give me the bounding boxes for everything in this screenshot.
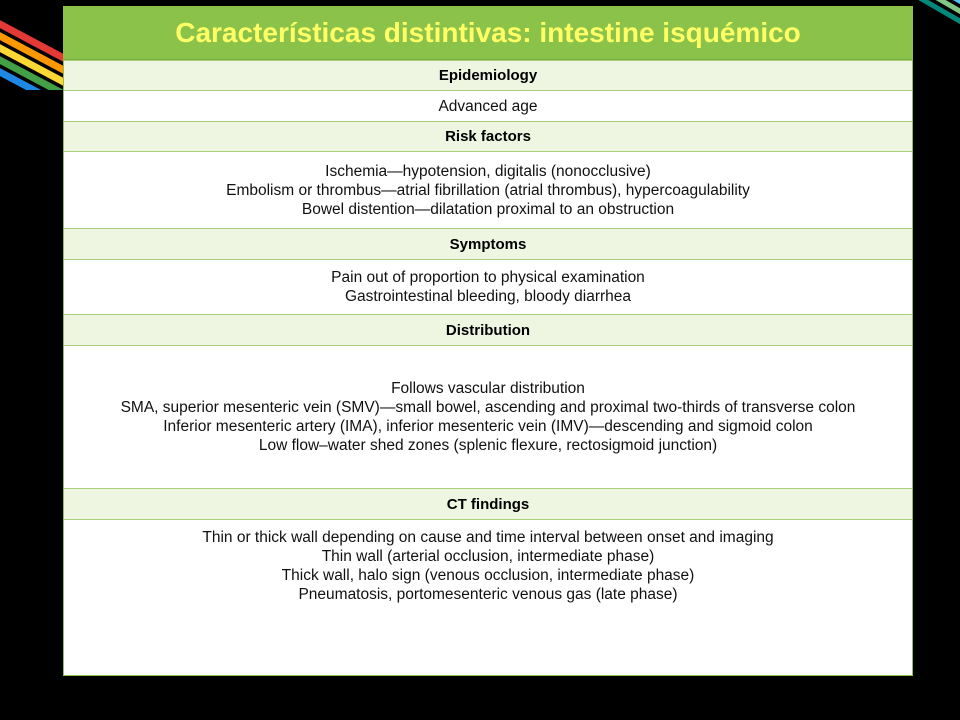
section-body-risk-factors — [64, 152, 912, 228]
body-line: Low flow–water shed zones (splenic flexure, rectosigmoid junction) — [258, 437, 718, 454]
section-header-symptoms: Symptoms — [64, 228, 912, 260]
body-line: Pneumatosis, portomesenteric venous gas (late phase) — [298, 586, 678, 603]
decorative-stripes-left — [0, 0, 70, 90]
body-line: SMA, superior mesenteric vein (SMV)—small bowel, ascending and proximal two-thirds of transverse colon — [120, 399, 856, 416]
body-line: Ischemia—hypotension, digitalis (nonocclusive) — [325, 162, 651, 180]
body-line: Thick wall, halo sign (venous occlusion, intermediate phase) — [281, 567, 695, 584]
section-body-ct-findings — [64, 520, 912, 675]
body-line: Pain out of proportion to physical examination — [331, 269, 645, 286]
body-line: Thin wall (arterial occlusion, intermediate phase) — [321, 548, 655, 565]
body-line: Advanced age — [438, 97, 538, 115]
section-body-distribution — [64, 346, 912, 488]
body-line: Bowel distention—dilatation proximal to an obstruction — [301, 200, 675, 218]
section-header-risk-factors: Risk factors — [64, 121, 912, 152]
section-header-ct-findings: CT findings — [64, 488, 912, 520]
body-line: Thin or thick wall depending on cause and time interval between onset and imaging — [202, 529, 774, 546]
section-header-distribution: Distribution — [64, 314, 912, 346]
section-body-epidemiology — [64, 91, 912, 121]
section-body-symptoms — [64, 260, 912, 314]
body-line: Follows vascular distribution — [391, 380, 585, 397]
section-header-epidemiology: Epidemiology — [64, 60, 912, 91]
body-line: Inferior mesenteric artery (IMA), inferior mesenteric vein (IMV)—descending and sigmoid colon — [163, 418, 813, 435]
body-line: Gastrointestinal bleeding, bloody diarrhea — [344, 288, 632, 305]
slide-title: Características distintivas: intestine isquémico — [64, 7, 912, 60]
feature-table — [63, 6, 913, 676]
body-line: Embolism or thrombus—atrial fibrillation (atrial thrombus), hypercoagulability — [226, 181, 750, 199]
